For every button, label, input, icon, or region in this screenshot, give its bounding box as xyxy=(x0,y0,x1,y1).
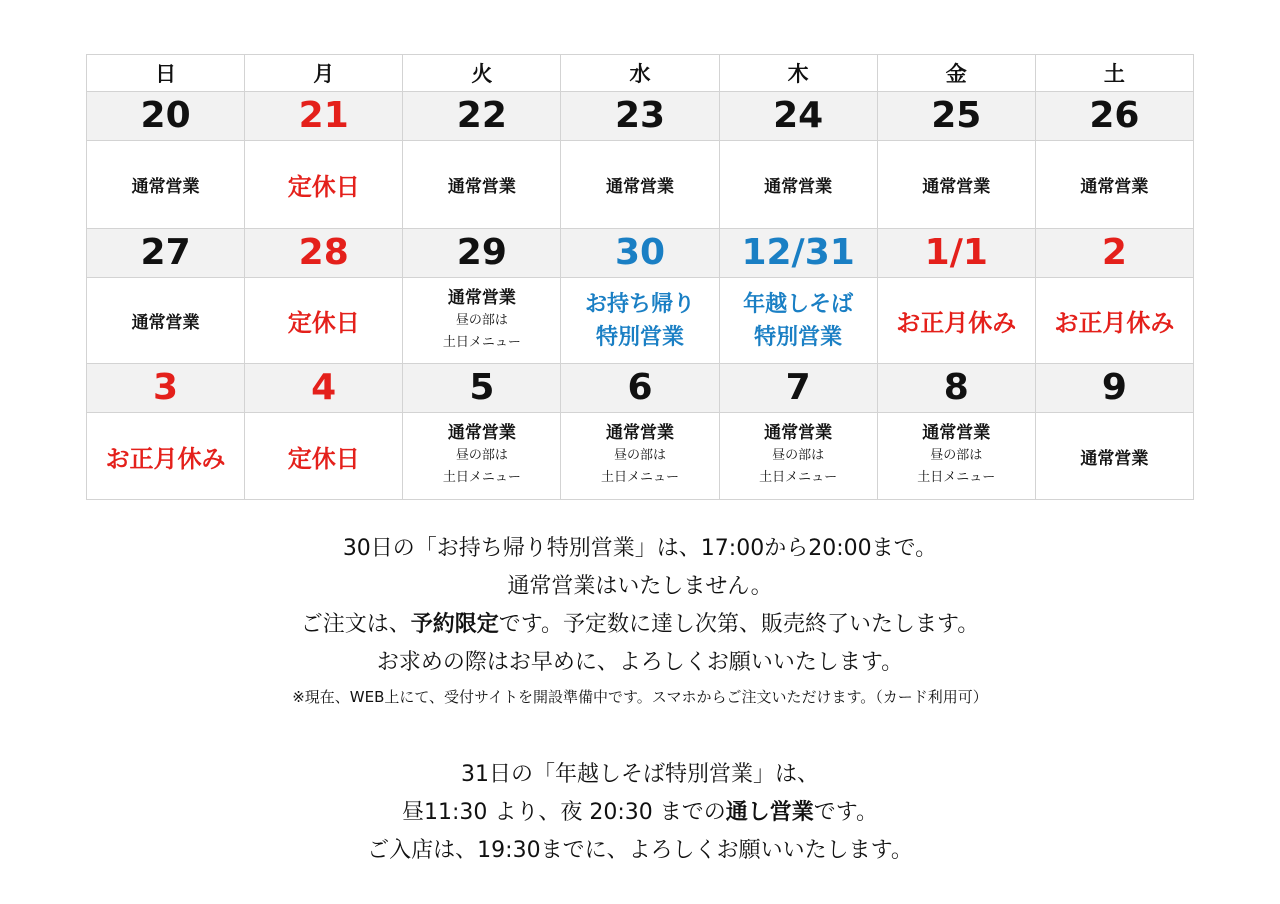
status-cell: 通常営業 xyxy=(403,141,561,229)
status-row xyxy=(87,413,1194,500)
note-line: 31日の「年越しそば特別営業」は、 xyxy=(461,762,819,787)
status-sub: 土日メニュー xyxy=(442,334,521,350)
note-footnote: ※現在、WEB上にて、受付サイトを開設準備中です。スマホからご注文いただけます。（カード利用可） xyxy=(292,688,988,706)
note-line: 通常営業はいたしません。 xyxy=(507,574,773,599)
date-cell: 25 xyxy=(877,92,1035,141)
date-cell: 27 xyxy=(87,229,245,278)
date-cell: 1/1 xyxy=(877,229,1035,278)
date-cell: 20 xyxy=(87,92,245,141)
status-main: 通常営業 xyxy=(447,287,516,308)
date-cell: 6 xyxy=(561,364,719,413)
status-cell: 通常営業 xyxy=(561,141,719,229)
status-sub: 昼の部は xyxy=(772,448,825,464)
note-text: 昼11:30 より、夜 20:30 までの xyxy=(401,800,726,825)
date-cell: 22 xyxy=(403,92,561,141)
date-cell: 26 xyxy=(1035,92,1193,141)
status-sub: 昼の部は xyxy=(455,448,508,464)
status-cell: 定休日 xyxy=(245,278,403,364)
status-cell xyxy=(403,413,561,500)
date-cell: 7 xyxy=(719,364,877,413)
date-row xyxy=(87,364,1194,413)
status-sub: 昼の部は xyxy=(613,448,666,464)
status-sub: 土日メニュー xyxy=(759,470,838,486)
date-cell: 29 xyxy=(403,229,561,278)
status-sub: 土日メニュー xyxy=(600,470,679,486)
status-cell: お正月休み xyxy=(1035,278,1193,364)
note-line: ご入店は、19:30までに、よろしくお願いいたします。 xyxy=(367,838,913,863)
date-row xyxy=(87,92,1194,141)
special-label: 年越しそば xyxy=(743,291,854,317)
status-cell xyxy=(719,413,877,500)
status-cell: 通常営業 xyxy=(1035,141,1193,229)
status-cell: 通常営業 xyxy=(719,141,877,229)
date-cell: 12/31 xyxy=(719,229,877,278)
date-cell: 8 xyxy=(877,364,1035,413)
note-emphasis: 予約限定 xyxy=(410,612,499,637)
note-line xyxy=(0,794,1280,832)
weekday-header: 土 xyxy=(1035,55,1193,92)
date-cell: 9 xyxy=(1035,364,1193,413)
note-text: ご注文は、 xyxy=(300,612,411,637)
soba-notes xyxy=(0,756,1280,870)
status-cell: 通常営業 xyxy=(87,141,245,229)
status-cell xyxy=(561,278,719,364)
status-cell: お正月休み xyxy=(877,278,1035,364)
status-main: 通常営業 xyxy=(447,423,516,444)
date-cell: 5 xyxy=(403,364,561,413)
status-row xyxy=(87,141,1194,229)
date-cell: 2 xyxy=(1035,229,1193,278)
status-cell xyxy=(561,413,719,500)
weekday-header: 月 xyxy=(245,55,403,92)
date-cell: 23 xyxy=(561,92,719,141)
note-line: 30日の「お持ち帰り特別営業」は、17:00から20:00まで。 xyxy=(342,536,938,561)
takeout-notes xyxy=(0,530,1280,712)
date-cell: 30 xyxy=(561,229,719,278)
date-cell: 24 xyxy=(719,92,877,141)
status-sub: 土日メニュー xyxy=(442,470,521,486)
weekday-header: 金 xyxy=(877,55,1035,92)
note-emphasis: 通し営業 xyxy=(725,800,814,825)
special-label: お持ち帰り xyxy=(584,291,695,317)
status-cell xyxy=(719,278,877,364)
status-cell: お正月休み xyxy=(87,413,245,500)
note-line xyxy=(0,606,1280,644)
note-text: です。予定数に達し次第、販売終了いたします。 xyxy=(498,612,980,637)
status-main: 通常営業 xyxy=(764,423,833,444)
status-sub: 昼の部は xyxy=(455,312,508,328)
weekday-header: 木 xyxy=(719,55,877,92)
status-main: 通常営業 xyxy=(922,423,991,444)
status-cell: 通常営業 xyxy=(877,141,1035,229)
status-cell xyxy=(403,278,561,364)
note-text: です。 xyxy=(813,800,879,825)
special-label: 特別営業 xyxy=(754,324,843,350)
date-cell: 4 xyxy=(245,364,403,413)
status-sub: 昼の部は xyxy=(930,448,983,464)
status-main: 通常営業 xyxy=(605,423,674,444)
special-label: 特別営業 xyxy=(595,324,684,350)
weekday-header: 日 xyxy=(87,55,245,92)
weekday-header: 水 xyxy=(561,55,719,92)
date-cell: 28 xyxy=(245,229,403,278)
status-sub: 土日メニュー xyxy=(917,470,996,486)
status-cell: 通常営業 xyxy=(1035,413,1193,500)
status-cell xyxy=(877,413,1035,500)
status-row xyxy=(87,278,1194,364)
note-line: お求めの際はお早めに、よろしくお願いいたします。 xyxy=(376,650,904,675)
status-cell: 定休日 xyxy=(245,413,403,500)
weekday-header-row xyxy=(87,55,1194,92)
status-cell: 定休日 xyxy=(245,141,403,229)
date-cell: 21 xyxy=(245,92,403,141)
holiday-calendar xyxy=(86,54,1194,500)
date-cell: 3 xyxy=(87,364,245,413)
status-cell: 通常営業 xyxy=(87,278,245,364)
weekday-header: 火 xyxy=(403,55,561,92)
date-row xyxy=(87,229,1194,278)
